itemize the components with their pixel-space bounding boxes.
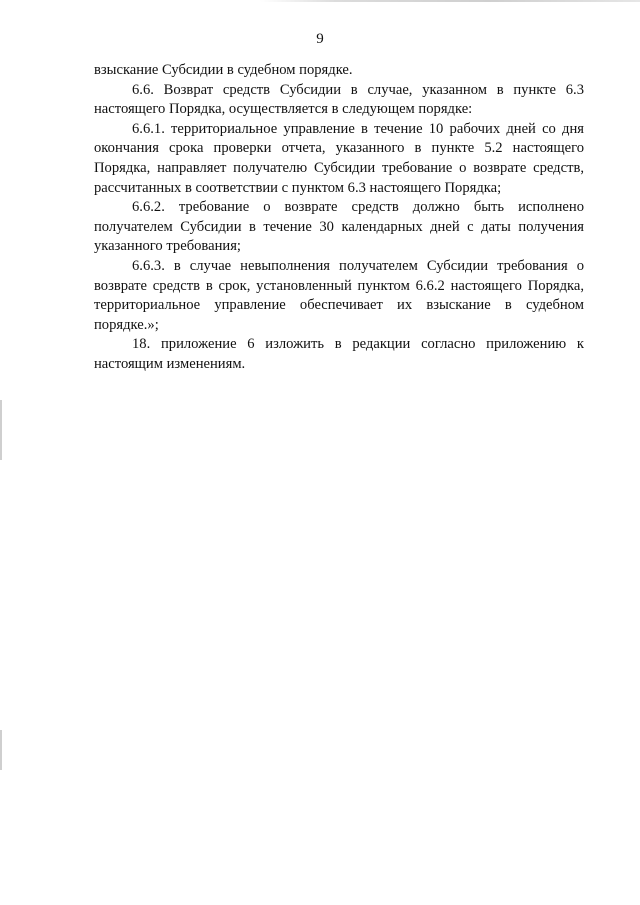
- paragraph-6-6-3: 6.6.3. в случае невыполнения получателем Субсидии требования о возврате средств в срок, установленный пунктом 6.6.2 настоящего Порядка, территориальное управление обеспечивает их взыскание в судебном порядке.»;: [94, 257, 584, 333]
- paragraph-6-6-2: 6.6.2. требование о возврате средств должно быть исполнено получателем Субсидии в течение 30 календарных дней с даты получения указанного требования;: [94, 199, 584, 255]
- scan-artifact-top: [260, 0, 640, 2]
- paragraph-continuation: взыскание Субсидии в судебном порядке.: [94, 62, 353, 78]
- paragraph-6-6-1: 6.6.1. территориальное управление в течение 10 рабочих дней со дня окончания срока проверки отчета, указанного в пункте 5.2 настоящего Порядка, направляет получателю Субсидии требование о возврате средств, рассчитанных в соответствии с пунктом 6.3 настоящего Порядка;: [94, 120, 584, 196]
- scan-artifact-left-lower: [0, 730, 2, 770]
- scan-artifact-left: [0, 400, 2, 460]
- paragraph-18: 18. приложение 6 изложить в редакции согласно приложению к настоящим изменениям.: [94, 336, 584, 372]
- page-number: 9: [316, 31, 324, 47]
- document-body: [94, 61, 584, 375]
- paragraph-6-6: 6.6. Возврат средств Субсидии в случае, указанном в пункте 6.3 настоящего Порядка, осуществляется в следующем порядке:: [94, 81, 584, 118]
